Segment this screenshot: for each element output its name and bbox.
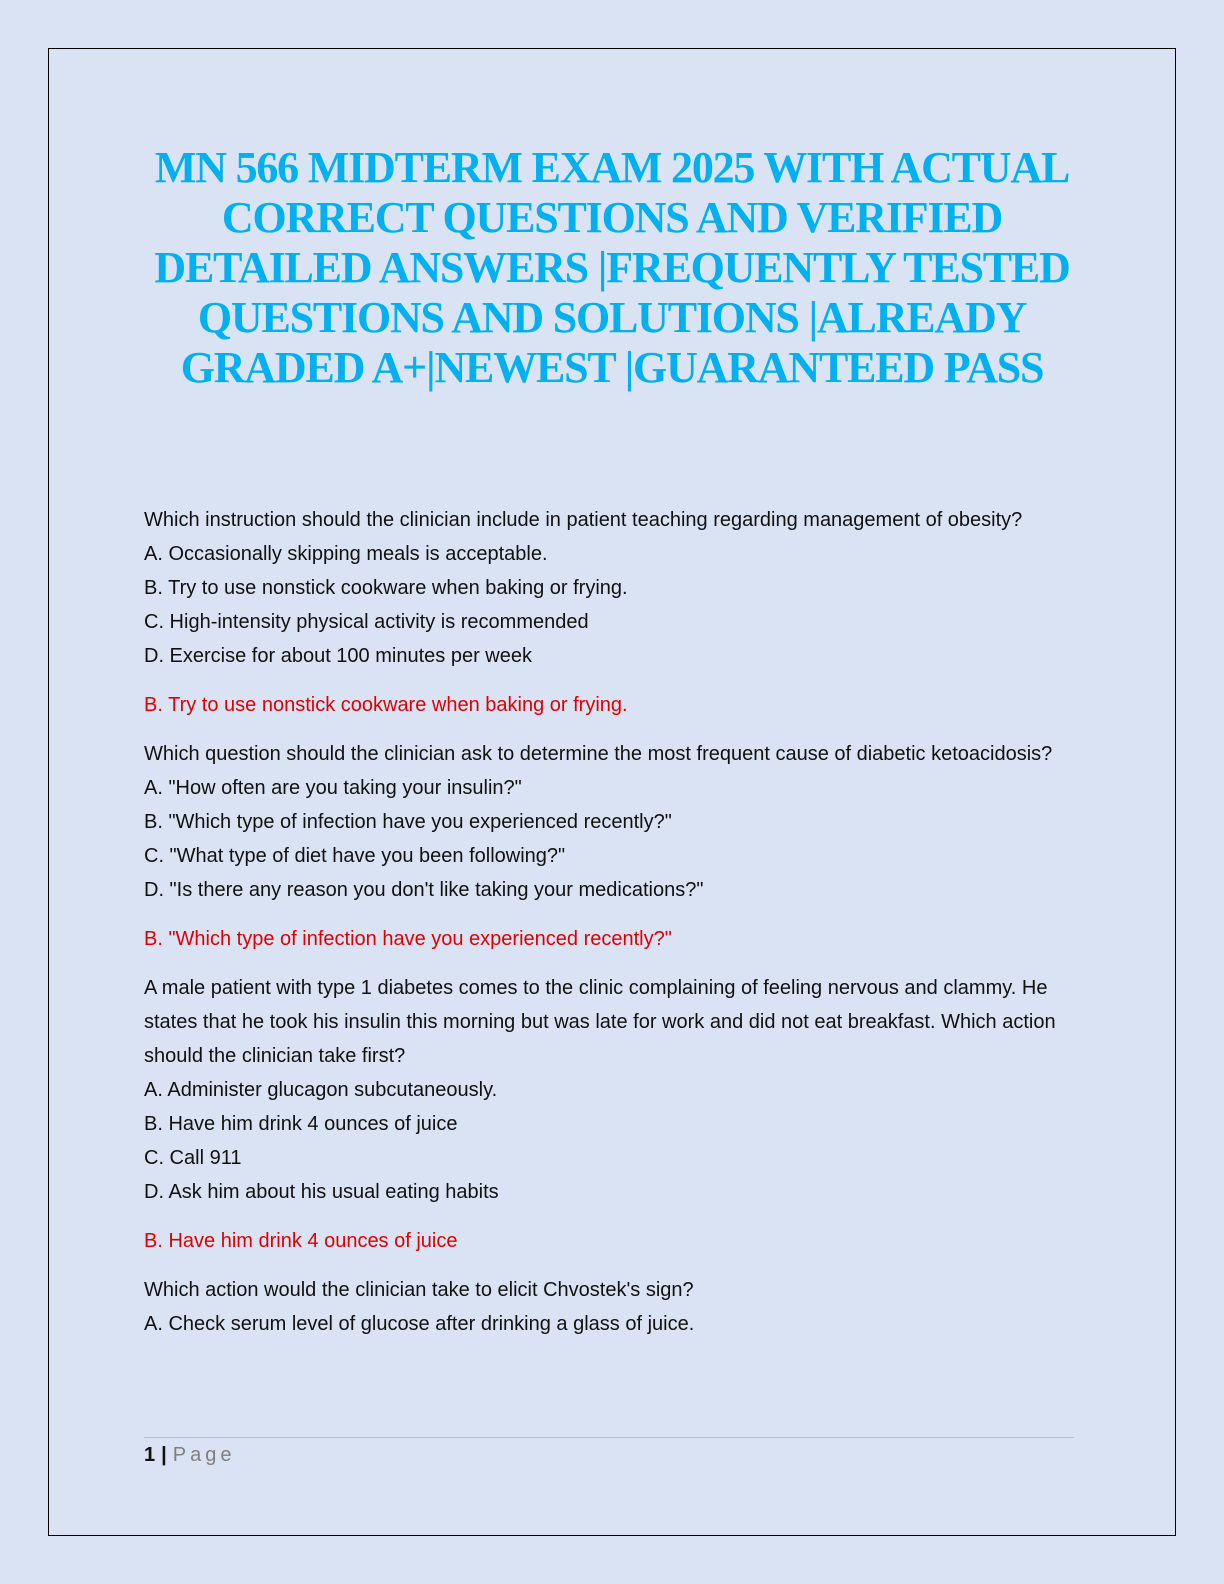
question-option: C. High-intensity physical activity is recommended bbox=[144, 611, 589, 633]
question-2 bbox=[144, 737, 1084, 956]
question-option: B. "Which type of infection have you experienced recently?" bbox=[144, 811, 672, 833]
document-title bbox=[130, 143, 1094, 393]
question-answer: B. Try to use nonstick cookware when baking or frying. bbox=[144, 694, 628, 716]
page-number: 1 bbox=[144, 1444, 156, 1466]
question-1 bbox=[144, 503, 1084, 722]
question-option: A. Administer glucagon subcutaneously. bbox=[144, 1079, 498, 1101]
question-stem: A male patient with type 1 diabetes comes to the clinic complaining of feeling nervous and clammy. He states that he took his insulin this morning but was late for work and did not eat breakfast. Which action should the clinician take first? bbox=[144, 977, 1056, 1067]
title-line-4: QUESTIONS AND SOLUTIONS |ALREADY bbox=[197, 293, 1027, 342]
page-footer bbox=[144, 1442, 235, 1468]
question-option: C. Call 911 bbox=[144, 1147, 242, 1169]
title-line-3: DETAILED ANSWERS |FREQUENTLY TESTED bbox=[154, 243, 1070, 292]
footer-separator: | bbox=[161, 1444, 167, 1466]
question-answer: B. Have him drink 4 ounces of juice bbox=[144, 1230, 458, 1252]
question-option: A. "How often are you taking your insulin?" bbox=[144, 777, 522, 799]
title-line-5: GRADED A+|NEWEST |GUARANTEED PASS bbox=[180, 343, 1044, 392]
questions-section bbox=[144, 503, 1084, 1341]
title-line-1: MN 566 MIDTERM EXAM 2025 WITH ACTUAL bbox=[154, 143, 1070, 192]
question-option: A. Occasionally skipping meals is acceptable. bbox=[144, 543, 548, 565]
question-option: A. Check serum level of glucose after drinking a glass of juice. bbox=[144, 1313, 695, 1335]
question-option: D. Exercise for about 100 minutes per week bbox=[144, 645, 532, 667]
footer-divider bbox=[144, 1437, 1074, 1438]
question-stem: Which question should the clinician ask to determine the most frequent cause of diabetic ketoacidosis? bbox=[144, 743, 1053, 765]
question-option: B. Try to use nonstick cookware when baking or frying. bbox=[144, 577, 628, 599]
question-answer: B. "Which type of infection have you experienced recently?" bbox=[144, 928, 672, 950]
page-label: Page bbox=[172, 1444, 236, 1466]
question-option: C. "What type of diet have you been following?" bbox=[144, 845, 566, 867]
question-option: B. Have him drink 4 ounces of juice bbox=[144, 1113, 458, 1135]
question-option: D. Ask him about his usual eating habits bbox=[144, 1181, 499, 1203]
question-stem: Which action would the clinician take to elicit Chvostek's sign? bbox=[144, 1279, 694, 1301]
question-stem: Which instruction should the clinician include in patient teaching regarding management of obesity? bbox=[144, 509, 1023, 531]
question-4 bbox=[144, 1273, 1084, 1341]
question-option: D. "Is there any reason you don't like taking your medications?" bbox=[144, 879, 704, 901]
title-line-2: CORRECT QUESTIONS AND VERIFIED bbox=[221, 193, 1003, 242]
question-3 bbox=[144, 971, 1084, 1258]
